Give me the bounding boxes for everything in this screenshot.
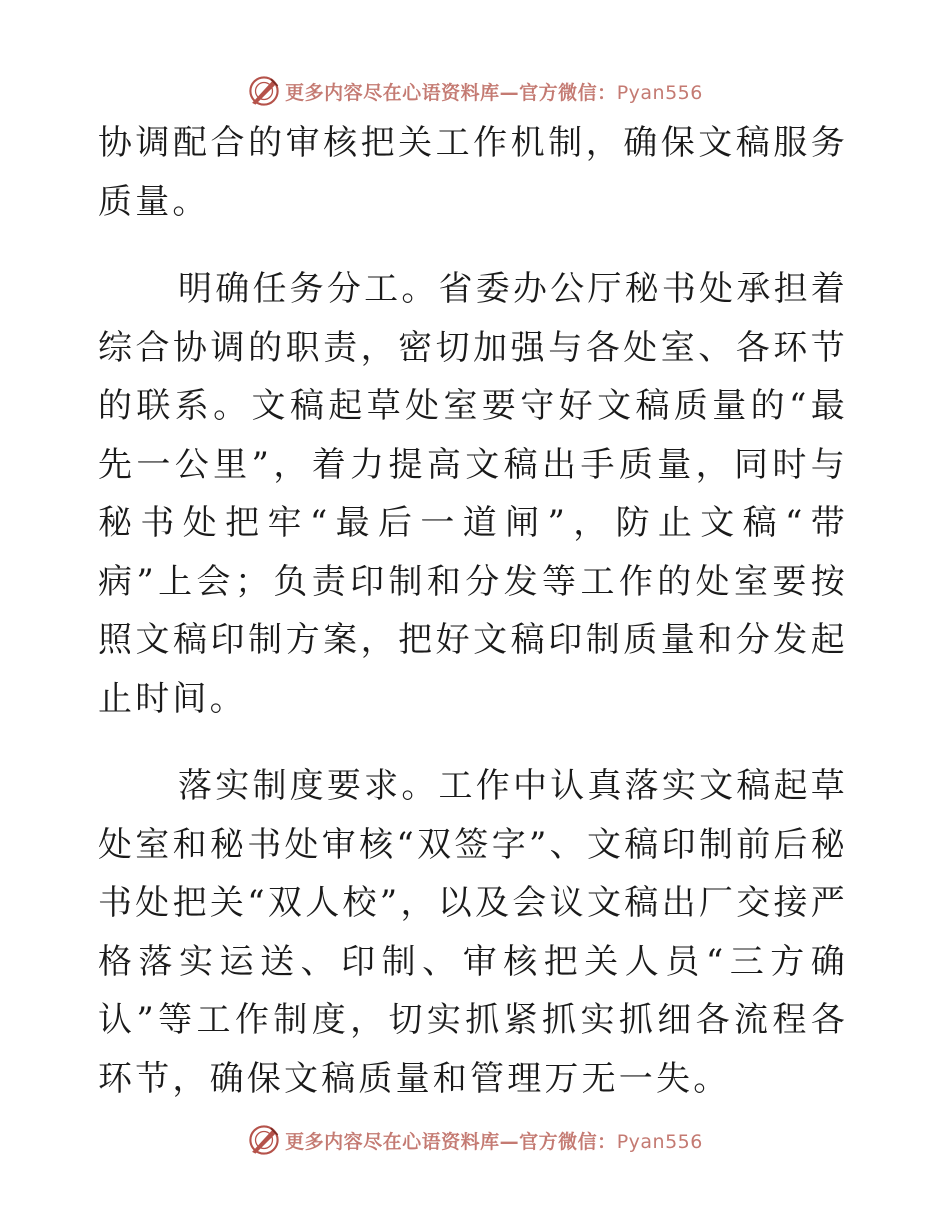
watermark-wechat-id: Pyan556 xyxy=(616,81,703,104)
watermark-wechat-label: 官方微信： xyxy=(519,1130,617,1153)
watermark-main-text: 更多内容尽在心语资料库 xyxy=(285,1130,500,1153)
footer-watermark xyxy=(0,1120,950,1160)
document-body xyxy=(98,114,848,1137)
paragraph-system-requirements: 落实制度要求。工作中认真落实文稿起草处室和秘书处审核“双签字”、文稿印制前后秘书处把关“双人校”，以及会议文稿出厂交接严格落实运送、印制、审核把关人员“三方确认”等工作制度，切实抓紧抓实抓细各流程各环节，确保文稿质量和管理万无一失。 xyxy=(98,766,848,1099)
footer-watermark-text xyxy=(285,1127,703,1154)
paragraph-continuation: 协调配合的审核把关工作机制，确保文稿服务质量。 xyxy=(98,123,848,222)
header-watermark-text xyxy=(285,78,703,105)
quill-seal-icon xyxy=(247,74,281,108)
header-watermark xyxy=(0,71,950,111)
watermark-separator: — xyxy=(499,81,520,104)
paragraph-task-division: 明确任务分工。省委办公厅秘书处承担着综合协调的职责，密切加强与各处室、各环节的联系。文稿起草处室要守好文稿质量的“最先一公里”，着力提高文稿出手质量，同时与秘书处把牢“最后一道闸”，防止文稿“带病”上会；负责印制和分发等工作的处室要按照文稿印制方案，把好文稿印制质量和分发起止时间。 xyxy=(98,269,848,719)
watermark-wechat-id: Pyan556 xyxy=(616,1130,703,1153)
watermark-separator: — xyxy=(499,1130,520,1153)
watermark-main-text: 更多内容尽在心语资料库 xyxy=(285,81,500,104)
quill-seal-icon xyxy=(247,1123,281,1157)
watermark-wechat-label: 官方微信： xyxy=(519,81,617,104)
